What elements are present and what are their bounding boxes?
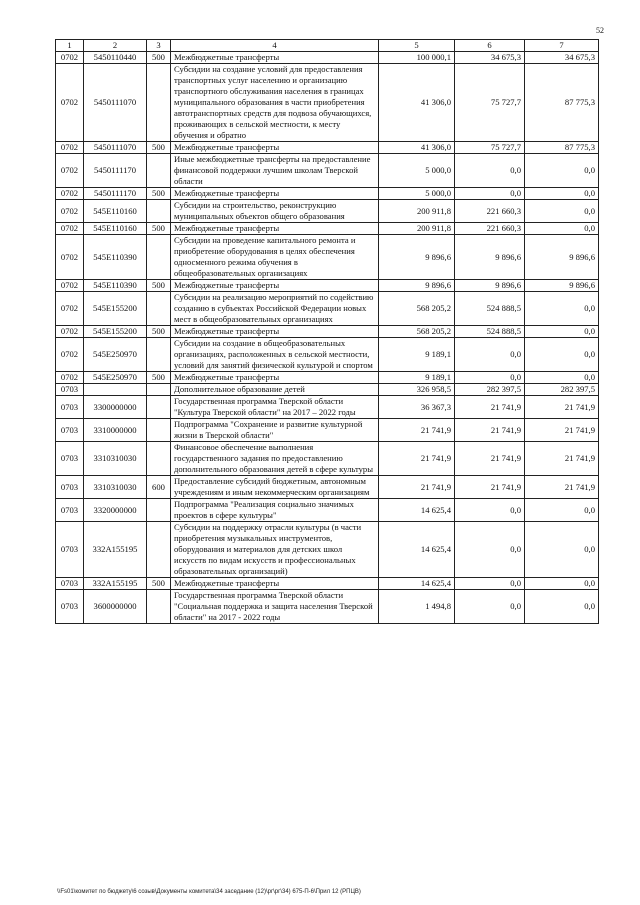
amount-year2-cell: 75 727,7	[455, 142, 525, 154]
description-cell: Субсидии на создание условий для предоставления транспортных услуг населению и организацию транспортного обслуживания населения в границах муниципального образования в части приобретения автотранспортных средств для подвоза обучающихся, проживающих в сельской местности, к месту обучения и обратно	[171, 64, 379, 142]
section-code-cell: 0702	[56, 338, 84, 372]
amount-year1-cell: 568 205,2	[379, 326, 455, 338]
amount-year3-cell: 87 775,3	[525, 142, 599, 154]
target-article-cell: 545E155200	[84, 326, 147, 338]
expense-type-cell	[147, 522, 171, 578]
description-cell: Межбюджетные трансферты	[171, 223, 379, 235]
description-cell: Межбюджетные трансферты	[171, 578, 379, 590]
section-code-cell: 0703	[56, 442, 84, 476]
amount-year1-cell: 200 911,8	[379, 200, 455, 223]
description-cell: Государственная программа Тверской области "Культура Тверской области" на 2017 – 2022 годы	[171, 396, 379, 419]
amount-year1-cell: 36 367,3	[379, 396, 455, 419]
section-code-cell: 0703	[56, 384, 84, 396]
section-code-cell: 0702	[56, 142, 84, 154]
amount-year1-cell: 9 896,6	[379, 280, 455, 292]
section-code-cell: 0703	[56, 499, 84, 522]
description-cell: Межбюджетные трансферты	[171, 52, 379, 64]
column-header: 2	[84, 40, 147, 52]
table-row	[56, 372, 599, 384]
table-row	[56, 419, 599, 442]
description-cell: Иные межбюджетные трансферты на предоставление финансовой поддержки лучшим школам Тверской области	[171, 154, 379, 188]
amount-year2-cell: 0,0	[455, 499, 525, 522]
amount-year3-cell: 0,0	[525, 223, 599, 235]
amount-year2-cell: 282 397,5	[455, 384, 525, 396]
amount-year3-cell: 0,0	[525, 338, 599, 372]
amount-year1-cell: 21 741,9	[379, 419, 455, 442]
section-code-cell: 0703	[56, 396, 84, 419]
expense-type-cell: 500	[147, 326, 171, 338]
expense-type-cell	[147, 419, 171, 442]
amount-year2-cell: 221 660,3	[455, 200, 525, 223]
target-article-cell: 3320000000	[84, 499, 147, 522]
table-row	[56, 578, 599, 590]
expense-type-cell: 500	[147, 142, 171, 154]
description-cell: Межбюджетные трансферты	[171, 188, 379, 200]
expense-type-cell	[147, 292, 171, 326]
expense-type-cell	[147, 384, 171, 396]
amount-year3-cell: 0,0	[525, 200, 599, 223]
description-cell: Подпрограмма "Реализация социально значимых проектов в сфере культуры"	[171, 499, 379, 522]
budget-table	[55, 39, 599, 624]
target-article-cell: 545E250970	[84, 338, 147, 372]
expense-type-cell	[147, 235, 171, 280]
target-article-cell: 545E110390	[84, 235, 147, 280]
section-code-cell: 0702	[56, 326, 84, 338]
section-code-cell: 0702	[56, 64, 84, 142]
description-cell: Предоставление субсидий бюджетным, автономным учреждениям и иным некоммерческим организациям	[171, 476, 379, 499]
target-article-cell: 332A155195	[84, 522, 147, 578]
description-cell: Межбюджетные трансферты	[171, 142, 379, 154]
section-code-cell: 0702	[56, 52, 84, 64]
table-row	[56, 280, 599, 292]
amount-year3-cell: 0,0	[525, 188, 599, 200]
amount-year3-cell: 21 741,9	[525, 419, 599, 442]
amount-year2-cell: 0,0	[455, 372, 525, 384]
column-header: 6	[455, 40, 525, 52]
column-header: 1	[56, 40, 84, 52]
amount-year3-cell: 9 896,6	[525, 235, 599, 280]
target-article-cell: 545E250970	[84, 372, 147, 384]
description-cell: Субсидии на создание в общеобразовательных организациях, расположенных в сельской местности, условий для занятий физической культурой и спортом	[171, 338, 379, 372]
amount-year3-cell: 0,0	[525, 590, 599, 624]
target-article-cell: 5450111170	[84, 154, 147, 188]
amount-year1-cell: 14 625,4	[379, 578, 455, 590]
target-article-cell	[84, 384, 147, 396]
amount-year3-cell: 0,0	[525, 326, 599, 338]
amount-year3-cell: 21 741,9	[525, 476, 599, 499]
column-header: 3	[147, 40, 171, 52]
column-number-row	[56, 40, 599, 52]
footer-file-path: \\Fs01\комитет по бюджету\6 созыв\Документы комитета\34 заседание (12)\рг\рг\34) 675-П-6\Прил 12 (РПЦВ)	[57, 889, 361, 895]
table-row	[56, 154, 599, 188]
expense-type-cell	[147, 200, 171, 223]
amount-year2-cell: 0,0	[455, 578, 525, 590]
amount-year3-cell: 21 741,9	[525, 442, 599, 476]
table-row	[56, 64, 599, 142]
amount-year2-cell: 524 888,5	[455, 292, 525, 326]
section-code-cell: 0702	[56, 235, 84, 280]
expense-type-cell: 500	[147, 52, 171, 64]
amount-year2-cell: 0,0	[455, 522, 525, 578]
amount-year2-cell: 9 896,6	[455, 280, 525, 292]
table-row	[56, 384, 599, 396]
table-row	[56, 442, 599, 476]
expense-type-cell: 500	[147, 578, 171, 590]
expense-type-cell: 500	[147, 280, 171, 292]
target-article-cell: 3310000000	[84, 419, 147, 442]
section-code-cell: 0702	[56, 200, 84, 223]
section-code-cell: 0702	[56, 292, 84, 326]
amount-year2-cell: 0,0	[455, 338, 525, 372]
table-row	[56, 338, 599, 372]
expense-type-cell: 600	[147, 476, 171, 499]
column-header: 7	[525, 40, 599, 52]
expense-type-cell	[147, 338, 171, 372]
expense-type-cell: 500	[147, 372, 171, 384]
amount-year2-cell: 34 675,3	[455, 52, 525, 64]
amount-year2-cell: 21 741,9	[455, 476, 525, 499]
amount-year2-cell: 524 888,5	[455, 326, 525, 338]
table-row	[56, 235, 599, 280]
amount-year1-cell: 100 000,1	[379, 52, 455, 64]
column-header: 4	[171, 40, 379, 52]
section-code-cell: 0702	[56, 188, 84, 200]
amount-year2-cell: 21 741,9	[455, 419, 525, 442]
amount-year1-cell: 41 306,0	[379, 142, 455, 154]
section-code-cell: 0702	[56, 154, 84, 188]
expense-type-cell	[147, 154, 171, 188]
amount-year1-cell: 9 896,6	[379, 235, 455, 280]
amount-year3-cell: 0,0	[525, 292, 599, 326]
target-article-cell: 545E155200	[84, 292, 147, 326]
amount-year1-cell: 41 306,0	[379, 64, 455, 142]
amount-year1-cell: 5 000,0	[379, 154, 455, 188]
target-article-cell: 3310310030	[84, 476, 147, 499]
amount-year1-cell: 5 000,0	[379, 188, 455, 200]
amount-year3-cell: 87 775,3	[525, 64, 599, 142]
amount-year3-cell: 0,0	[525, 372, 599, 384]
section-code-cell: 0703	[56, 419, 84, 442]
amount-year2-cell: 0,0	[455, 590, 525, 624]
amount-year2-cell: 0,0	[455, 154, 525, 188]
description-cell: Субсидии на проведение капитального ремонта и приобретение оборудования в целях обеспечения односменного режима обучения в общеобразовательных организациях	[171, 235, 379, 280]
table-row	[56, 590, 599, 624]
amount-year1-cell: 9 189,1	[379, 338, 455, 372]
table-row	[56, 188, 599, 200]
table-row	[56, 522, 599, 578]
amount-year2-cell: 21 741,9	[455, 442, 525, 476]
table-row	[56, 476, 599, 499]
amount-year1-cell: 1 494,8	[379, 590, 455, 624]
table-row	[56, 292, 599, 326]
amount-year3-cell: 0,0	[525, 154, 599, 188]
description-cell: Субсидии на строительство, реконструкцию муниципальных объектов общего образования	[171, 200, 379, 223]
amount-year1-cell: 568 205,2	[379, 292, 455, 326]
expense-type-cell	[147, 590, 171, 624]
table-row	[56, 326, 599, 338]
amount-year1-cell: 14 625,4	[379, 522, 455, 578]
amount-year1-cell: 14 625,4	[379, 499, 455, 522]
target-article-cell: 545E110160	[84, 223, 147, 235]
expense-type-cell: 500	[147, 188, 171, 200]
description-cell: Субсидии на реализацию мероприятий по содействию созданию в субъектах Российской Федерации новых мест в общеобразовательных организациях	[171, 292, 379, 326]
target-article-cell: 3300000000	[84, 396, 147, 419]
amount-year2-cell: 0,0	[455, 188, 525, 200]
page-number: 52	[596, 26, 604, 35]
description-cell: Финансовое обеспечение выполнения государственного задания по предоставлению дополнительного образования детей в сфере культуры	[171, 442, 379, 476]
column-header: 5	[379, 40, 455, 52]
description-cell: Межбюджетные трансферты	[171, 326, 379, 338]
section-code-cell: 0702	[56, 372, 84, 384]
section-code-cell: 0702	[56, 223, 84, 235]
table-row	[56, 396, 599, 419]
expense-type-cell: 500	[147, 223, 171, 235]
amount-year2-cell: 75 727,7	[455, 64, 525, 142]
description-cell: Подпрограмма "Сохранение и развитие культурной жизни в Тверской области"	[171, 419, 379, 442]
description-cell: Государственная программа Тверской области "Социальная поддержка и защита населения Тверской области" на 2017 - 2022 годы	[171, 590, 379, 624]
amount-year2-cell: 21 741,9	[455, 396, 525, 419]
amount-year2-cell: 9 896,6	[455, 235, 525, 280]
amount-year1-cell: 326 958,5	[379, 384, 455, 396]
amount-year1-cell: 21 741,9	[379, 476, 455, 499]
target-article-cell: 332A155195	[84, 578, 147, 590]
section-code-cell: 0703	[56, 522, 84, 578]
target-article-cell: 3600000000	[84, 590, 147, 624]
amount-year3-cell: 0,0	[525, 578, 599, 590]
amount-year2-cell: 221 660,3	[455, 223, 525, 235]
description-cell: Межбюджетные трансферты	[171, 372, 379, 384]
amount-year3-cell: 9 896,6	[525, 280, 599, 292]
amount-year3-cell: 0,0	[525, 499, 599, 522]
target-article-cell: 545E110390	[84, 280, 147, 292]
table-row	[56, 52, 599, 64]
expense-type-cell	[147, 499, 171, 522]
amount-year3-cell: 21 741,9	[525, 396, 599, 419]
target-article-cell: 545E110160	[84, 200, 147, 223]
amount-year3-cell: 0,0	[525, 522, 599, 578]
expense-type-cell	[147, 442, 171, 476]
description-cell: Дополнительное образование детей	[171, 384, 379, 396]
table-body	[56, 52, 599, 624]
table-row	[56, 223, 599, 235]
amount-year1-cell: 200 911,8	[379, 223, 455, 235]
table-row	[56, 200, 599, 223]
section-code-cell: 0703	[56, 590, 84, 624]
amount-year3-cell: 282 397,5	[525, 384, 599, 396]
amount-year1-cell: 9 189,1	[379, 372, 455, 384]
table-row	[56, 499, 599, 522]
description-cell: Субсидии на поддержку отрасли культуры (в части приобретения музыкальных инструментов, оборудования и материалов для детских школ искусств по видам искусств и профессиональных образовательных организаций)	[171, 522, 379, 578]
target-article-cell: 5450110440	[84, 52, 147, 64]
section-code-cell: 0703	[56, 578, 84, 590]
target-article-cell: 5450111170	[84, 188, 147, 200]
target-article-cell: 3310310030	[84, 442, 147, 476]
amount-year3-cell: 34 675,3	[525, 52, 599, 64]
description-cell: Межбюджетные трансферты	[171, 280, 379, 292]
expense-type-cell	[147, 396, 171, 419]
section-code-cell: 0702	[56, 280, 84, 292]
expense-type-cell	[147, 64, 171, 142]
section-code-cell: 0703	[56, 476, 84, 499]
target-article-cell: 5450111070	[84, 142, 147, 154]
table-row	[56, 142, 599, 154]
amount-year1-cell: 21 741,9	[379, 442, 455, 476]
target-article-cell: 5450111070	[84, 64, 147, 142]
